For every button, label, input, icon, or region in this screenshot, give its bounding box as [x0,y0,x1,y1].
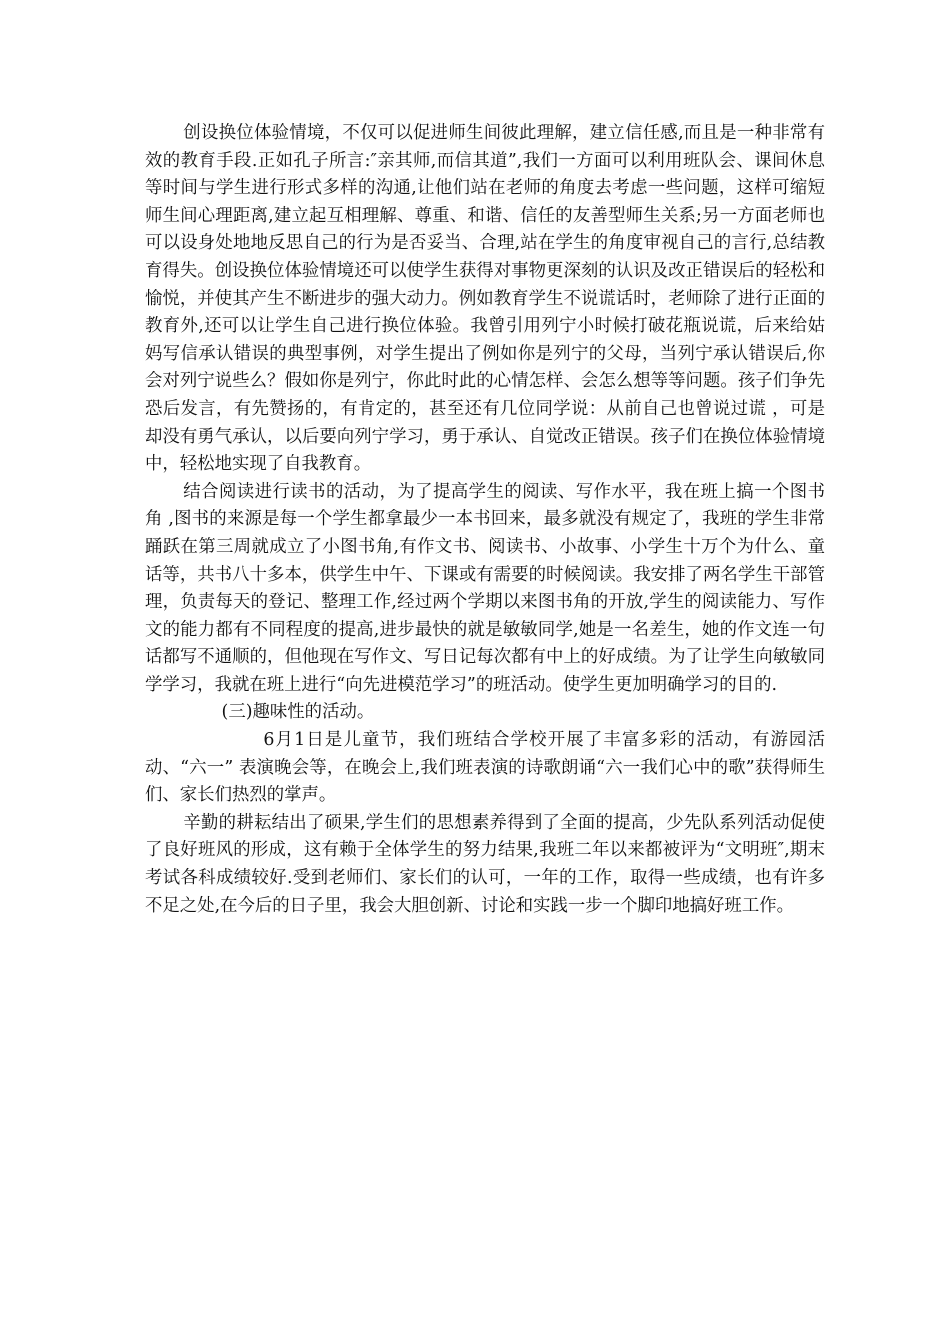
section-heading-fun-activities: (三)趣味性的活动。 [221,702,375,723]
paragraph-role-reversal: 创设换位体验情境，不仅可以促进师生间彼此理解，建立信任感,而且是一种非常有效的教育手段.正如孔子所言:″亲其师,而信其道”,我们一方面可以利用班队会、课间休息等时间与学生进行形式多样的沟通,让他们站在老师的角度去考虑一些问题，这样可缩短师生间心理距离,建立起互相理解、尊重、和谐、信任的友善型师生关系;另一方面老师也可以设身处地地反思自己的行为是否妥当、合理,站在学生的角度审视自己的言行,总结教育得失。创设换位体验情境还可以使学生获得对事物更深刻的认识及改正错误后的轻松和愉悦，并使其产生不断进步的强大动力。例如教育学生不说谎话时，老师除了进行正面的教育外,还可以让学生自己进行换位体验。我曾引用列宁小时候打破花瓶说谎，后来给姑妈写信承认错误的典型事例，对学生提出了例如你是列宁的父母，当列宁承认错误后,你会对列宁说些么？假如你是列宁，你此时此的心情怎样、会怎么想等等问题。孩子们争先恐后发言，有先赞扬的，有肯定的，甚至还有几位同学说：从前自己也曾说过谎 ，可是却没有勇气承认，以后要向列宁学习，勇于承认、自觉改正错误。孩子们在换位体验情境中，轻松地实现了自我教育。 [145,123,825,475]
paragraph-reading-activity: 结合阅读进行读书的活动，为了提高学生的阅读、写作水平，我在班上搞一个图书角 ,图书的来源是每一个学生都拿最少一本书回来，最多就没有规定了，我班的学生非常踊跃在第三周就成立了小图书角,有作文书、阅读书、小故事、小学生十万个为什么、童话等，共书八十多本，供学生中午、下课或有需要的时候阅读。我安排了两名学生干部管理，负责每天的登记、整理工作,经过两个学期以来图书角的开放,学生的阅读能力、写作文的能力都有不同程度的提高,进步最快的就是敏敏同学,她是一名差生，她的作文连一句话都写不通顺的，但他现在写作文、写日记每次都有中上的好成绩。为了让学生向敏敏同学学习，我就在班上进行“向先进模范学习”的班活动。使学生更加明确学习的目的. [145,481,825,695]
paragraph-conclusion: 辛勤的耕耘结出了硕果,学生们的思想素养得到了全面的提高，少先队系列活动促使了良好班风的形成，这有赖于全体学生的努力结果,我班二年以来都被评为“文明班″,期末考试各科成绩较好.受到老师们、家长们的认可，一年的工作，取得一些成绩，也有许多不足之处,在今后的日子里，我会大胆创新、讨论和实践一步一个脚印地搞好班工作。 [145,812,825,916]
paragraph-childrens-day: 6月1日是儿童节，我们班结合学校开展了丰富多彩的活动，有游园活动、“六一” 表演晚会等，在晚会上,我们班表演的诗歌朗诵“六一我们心中的歌”获得师生们、家长们热烈的掌声。 [145,730,825,806]
document-body [145,120,825,920]
